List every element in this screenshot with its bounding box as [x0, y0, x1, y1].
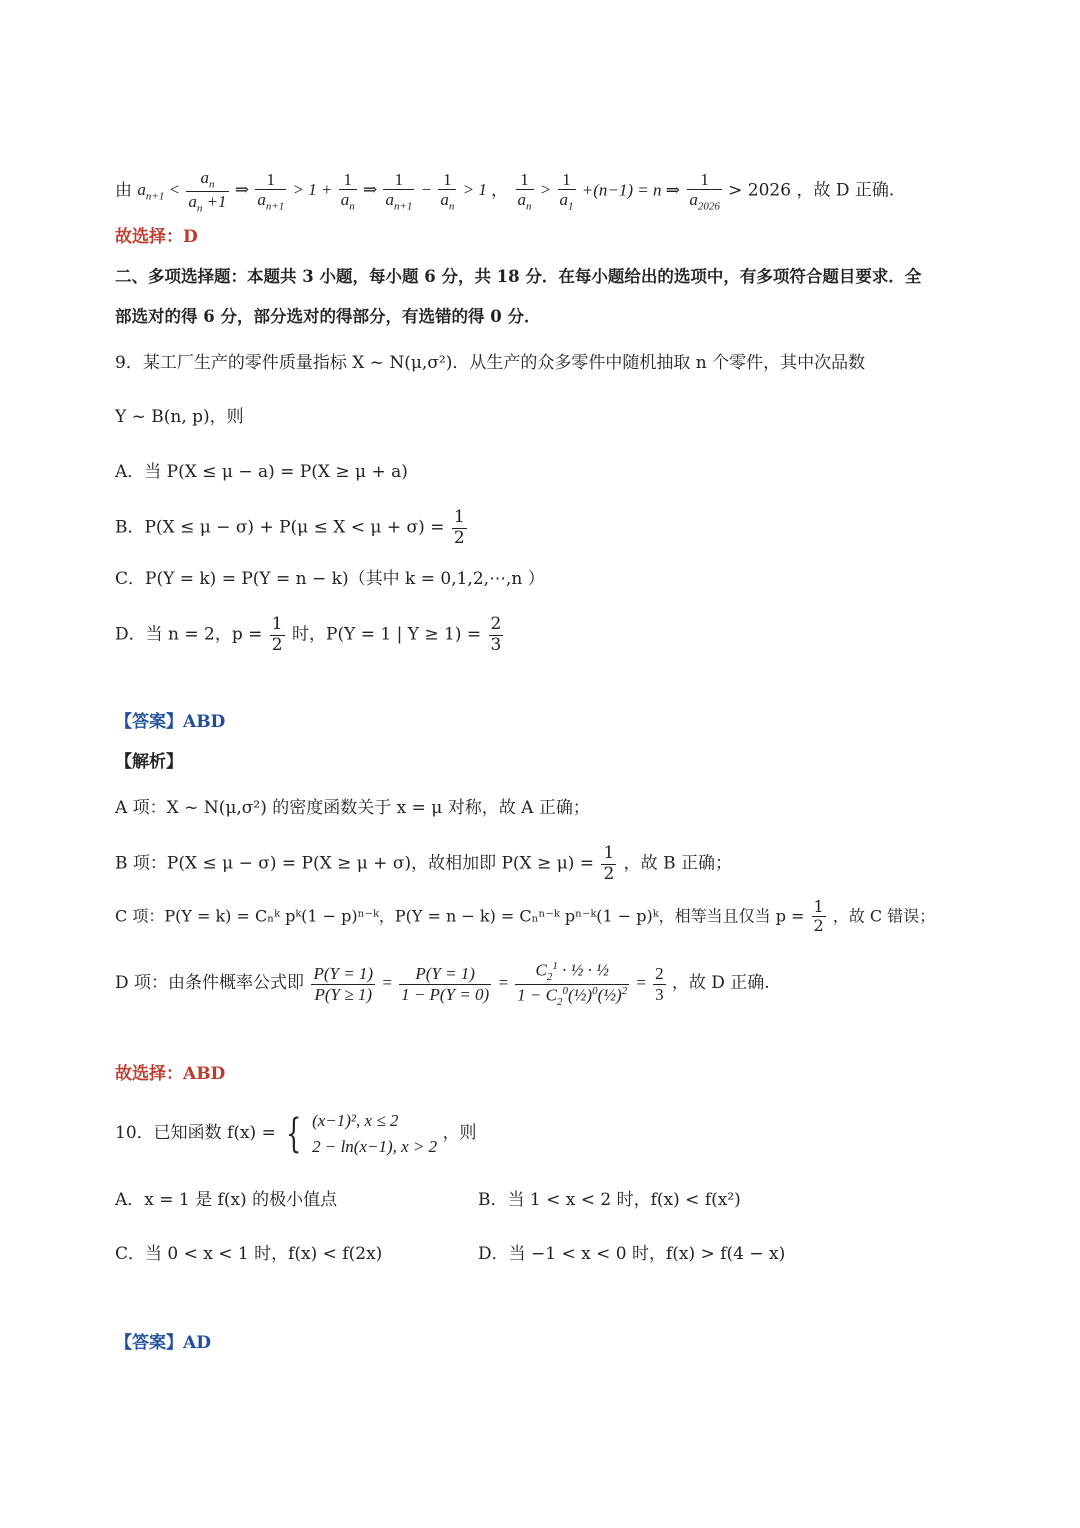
analysis-b-fraction: $\frac{1}{2}$ — [603, 843, 615, 884]
q10-case-2: 2 − ln(x−1), x > 2 — [312, 1136, 438, 1156]
analysis-c — [115, 898, 935, 936]
q9-option-b — [115, 508, 469, 548]
q10-option-c: C．当 0 < x < 1 时，f(x) < f(2x) — [115, 1244, 383, 1264]
q10-cases — [312, 1108, 437, 1159]
q10-case-1: (x−1)², x ≤ 2 — [312, 1111, 399, 1130]
derivation-lead: 由 — [115, 180, 132, 201]
analysis-d-math: $\frac{P(Y = 1)}{P(Y \ge 1)}$ = $\frac{P(Y = 1)}{1 - P(Y = 0)}$ = $\frac{C_2^1 \cdot \frac{1}{2} \cdot \frac{1}{2}}{1 - C_2^0(\frac{1}{2})^0(\frac{1}{2})^2}$ = $\frac{2}{3}$ — [313, 960, 664, 1008]
analysis-c-text: C 项：P(Y = k) = Cₙᵏ pᵏ(1 − p)ⁿ⁻ᵏ，P(Y = n − k) = Cₙⁿ⁻ᵏ pⁿ⁻ᵏ(1 − p)ᵏ，相等当且仅当 p = — [115, 906, 805, 926]
analysis-b-text: B 项：P(X ≤ μ − σ) = P(X ≥ μ + σ)，故相加即 P(X ≥ μ) = — [115, 853, 595, 874]
analysis-a: A 项：X ~ N(μ,σ²) 的密度函数关于 x = μ 对称，故 A 正确； — [115, 798, 590, 818]
answer9-label: 【答案】ABD — [115, 712, 226, 732]
derivation-end: ，故 D 正确. — [796, 180, 895, 201]
derivation-eq: +(n−1) = n ⇒ — [581, 180, 680, 200]
q10-stem-text: 10．已知函数 f(x) = — [115, 1123, 276, 1143]
q9-stem-line1: 9．某工厂生产的零件质量指标 X ~ N(μ,σ²)．从生产的众多零件中随机抽取 n 个零件，其中次品数 — [115, 353, 866, 373]
q9-option-b-text: B．P(X ≤ μ − σ) + P(μ ≤ X < μ + σ) = — [115, 517, 445, 538]
q9-option-d-result-fraction: $\frac{2}{3}$ — [490, 614, 502, 655]
derivation-math: $a_{n+1}$ < $\frac{a_n}{a_n +1}$ ⇒ $\frac{1}{a_{n+1}}$ > 1 + $\frac{1}{a_n}$ ⇒ $\frac{1}{a_{n+1}}$ − $\frac{1}{a_n}$ > 1 — [137, 168, 492, 215]
derivation-line-d — [115, 168, 894, 215]
analysis-b — [115, 844, 732, 884]
analysis-d — [115, 960, 770, 1008]
section2-heading-line2: 部选对的得 6 分，部分选对的得部分，有选错的得 0 分． — [115, 307, 541, 326]
q9-option-d-text: D．当 n = 2，p = — [115, 624, 263, 645]
q9-option-c: C．P(Y = k) = P(Y = n − k)（其中 k = 0,1,2,⋯,n ） — [115, 569, 545, 589]
q9-stem-line2: Y ~ B(n, p)，则 — [115, 407, 244, 427]
q9-option-d — [115, 615, 505, 655]
q9-option-d-mid: 时，P(Y = 1 | Y ≥ 1) = — [292, 624, 482, 645]
derivation-math-3: $\frac{1}{a_{2026}}$ — [689, 169, 720, 213]
q10-option-b: B．当 1 < x < 2 时，f(x) < f(x²) — [478, 1190, 741, 1210]
derivation-gt: > 2026 — [728, 180, 792, 201]
derivation-comma: ， — [491, 180, 509, 201]
analysis-b-end: ，故 B 正确； — [623, 853, 732, 874]
section2-heading-line1: 二、多项选择题：本题共 3 小题，每小题 6 分，共 18 分．在每小题给出的选项中，有多项符合题目要求．全 — [115, 267, 922, 286]
answer8-choice: 故选择：D — [115, 227, 198, 247]
q10-option-a: A．x = 1 是 f(x) 的极小值点 — [115, 1190, 338, 1210]
analysis-c-end: ，故 C 错误； — [832, 906, 936, 926]
q10-brace: { — [286, 1110, 302, 1157]
analysis-label: 【解析】 — [115, 752, 183, 772]
q9-option-a: A．当 P(X ≤ μ − a) = P(X ≥ μ + a) — [115, 462, 408, 482]
q10-stem — [115, 1108, 477, 1159]
q10-stem-post: ，则 — [442, 1123, 477, 1143]
analysis-c-fraction: $\frac{1}{2}$ — [813, 897, 824, 936]
analysis-d-end: ，故 D 正确. — [671, 973, 770, 994]
answer10-label: 【答案】AD — [115, 1333, 211, 1353]
answer9-choice: 故选择：ABD — [115, 1064, 226, 1084]
analysis-d-text: D 项：由条件概率公式即 — [115, 973, 305, 994]
q10-option-d: D．当 −1 < x < 0 时，f(x) > f(4 − x) — [478, 1244, 786, 1264]
q9-option-d-p-fraction: $\frac{1}{2}$ — [271, 614, 283, 655]
q9-option-b-fraction: $\frac{1}{2}$ — [453, 507, 465, 548]
derivation-math-2: $\frac{1}{a_n}$ > $\frac{1}{a_1}$ — [517, 169, 574, 213]
